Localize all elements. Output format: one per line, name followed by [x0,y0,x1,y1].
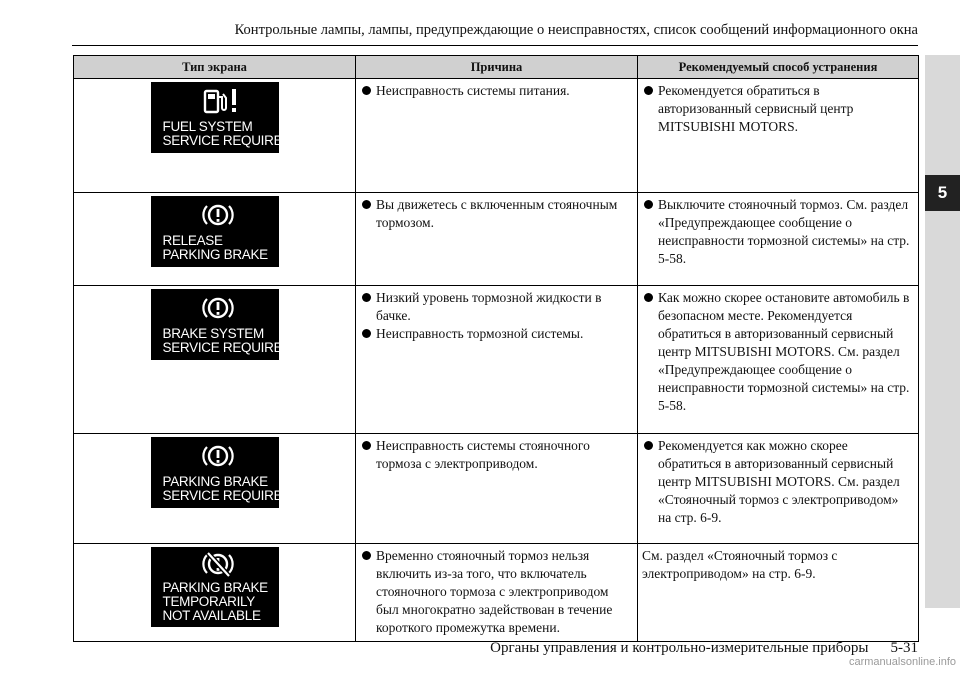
table-row [74,434,919,544]
screen-cell [74,286,356,434]
cause-cell [356,434,638,544]
table-row [74,193,919,286]
chapter-number-badge: 5 [925,175,960,211]
watermark: carmanualsonline.info [848,656,956,668]
remedy-cell [638,193,919,286]
remedy-text: См. раздел «Стояночный тормоз с электроприводом» на стр. 6-9. [642,548,838,581]
remedy-item: Рекомендуется как можно скорее обратиться в авторизованный сервисный центр MITSUBISHI MOTORS. См. раздел «Стояночный тормоз с электроприводом» на стр. 6-9. [642,437,914,527]
table-row [74,79,919,193]
header-divider [72,45,918,46]
screen-text-line: BRAKE SYSTEM [162,326,264,341]
cause-item: Низкий уровень тормозной жидкости в бачке. [360,289,633,325]
chapter-side-tab [925,55,960,608]
screen-cell [74,434,356,544]
screen-text-line: PARKING BRAKE [162,580,268,595]
remedy-item: Как можно скорее остановите автомобиль в безопасном месте. Рекомендуется обратиться в авторизованный сервисный центр MITSUBISHI MOTORS. См. раздел «Предупреждающее сообщение о неисправности тормозной системы» на стр. 5-58. [642,289,914,415]
brake-warning-icon [201,443,235,469]
cause-item: Неисправность системы стояночного тормоза с электроприводом. [360,437,633,473]
fuel-pump-warning-icon [201,88,241,114]
table-row [74,286,919,434]
cause-cell [356,286,638,434]
display-screen [151,437,292,508]
screen-text-line: TEMPORARILY [162,594,255,609]
brake-warning-icon [201,202,235,228]
cause-cell [356,193,638,286]
remedy-cell [638,434,919,544]
cause-item: Неисправность системы питания. [360,82,633,100]
screen-text-line: PARKING BRAKE [162,247,268,262]
screen-text-line: NOT AVAILABLE [162,608,261,623]
display-screen [151,547,279,627]
display-screen [151,82,292,153]
column-header-cause: Причина [356,56,638,79]
footer-section-title: Органы управления и контрольно-измерительные приборы [490,640,869,656]
cause-cell [356,544,638,642]
screen-text-line: RELEASE [162,233,223,248]
page-footer [400,640,918,657]
remedy-cell [638,544,919,642]
cause-item: Вы движетесь с включенным стояночным тормозом. [360,196,633,232]
remedy-item: Рекомендуется обратиться в авторизованный сервисный центр MITSUBISHI MOTORS. [642,82,914,136]
cause-item: Неисправность тормозной системы. [360,325,633,343]
screen-text-line: PARKING BRAKE [162,474,268,489]
cause-item: Временно стояночный тормоз нельзя включить из-за того, что включатель стояночного тормоза с электроприводом был многократно задействован в течение короткого промежутка времени. [360,547,633,637]
screen-text-line: FUEL SYSTEM [162,119,253,134]
column-header-screen: Тип экрана [74,56,356,79]
screen-cell [74,544,356,642]
display-screen [151,196,279,267]
column-header-remedy: Рекомендуемый способ устранения [638,56,919,79]
remedy-item: Выключите стояночный тормоз. См. раздел «Предупреждающее сообщение о неисправности тормозной системы» на стр. 5-58. [642,196,914,268]
table-row [74,544,919,642]
screen-cell [74,79,356,193]
info-message-table [73,55,919,642]
brake-warning-icon [201,295,235,321]
page-header-title: Контрольные лампы, лампы, предупреждающие о неисправностях, список сообщений информационного окна [234,22,918,38]
page-number: 5-31 [890,640,918,656]
screen-text-line: SERVICE REQUIRED [162,488,292,503]
cause-cell [356,79,638,193]
display-screen [151,289,292,360]
remedy-cell [638,79,919,193]
screen-text-line: SERVICE REQUIRED [162,340,292,355]
table-header-row [74,56,919,79]
screen-text-line: SERVICE REQUIRED [162,133,292,148]
brake-unavailable-icon [201,551,235,577]
screen-cell [74,193,356,286]
remedy-cell [638,286,919,434]
